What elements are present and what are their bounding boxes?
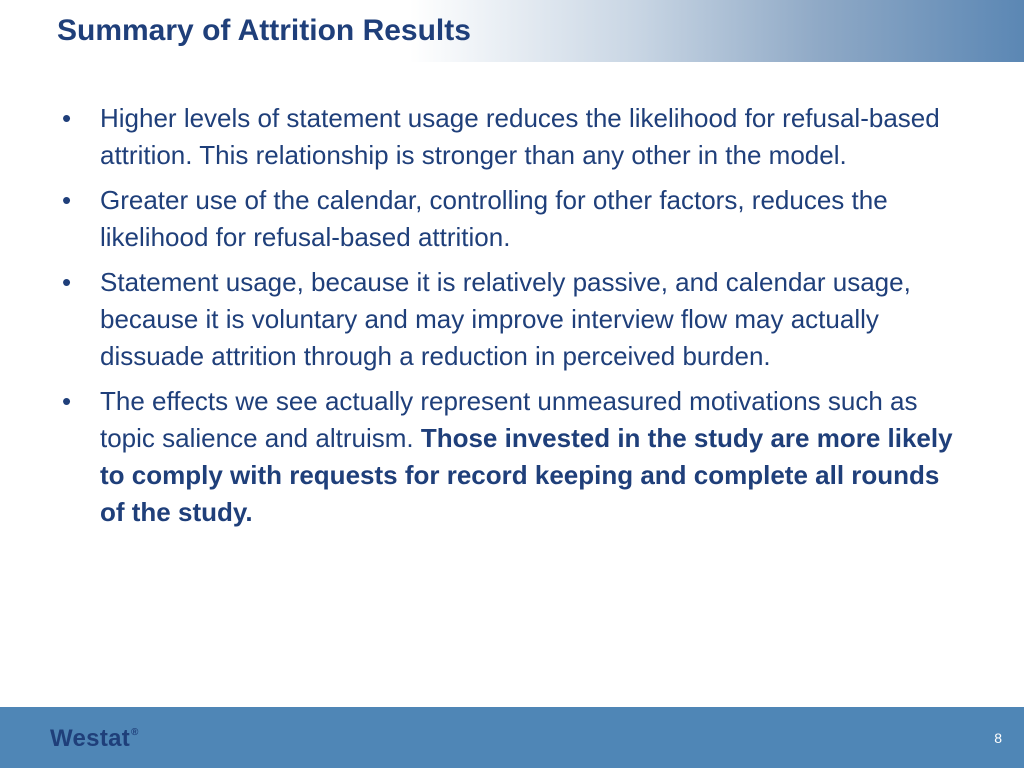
logo-text: Westat [50,725,131,752]
bullet-bold-text: Those invested in the study are more likely to comply with requests for record keeping and complete all rounds of the study. [100,423,953,527]
bullet-item [58,100,958,174]
bullet-item [58,264,958,375]
registered-mark: ® [131,727,139,738]
westat-logo [50,725,139,753]
bullet-icon: • [62,267,72,297]
bullet-icon: • [62,386,72,416]
bullet-icon: • [62,185,72,215]
bullet-text: Higher levels of statement usage reduces the likelihood for refusal-based attrition. This relationship is stronger than any other in the model. [100,103,940,170]
page-number: 8 [994,730,1002,746]
bullet-text: Statement usage, because it is relatively passive, and calendar usage, because it is voluntary and may improve interview flow may actually dissuade attrition through a reduction in perceived burden. [100,267,911,371]
slide-title: Summary of Attrition Results [57,14,471,47]
bullet-item [58,182,958,256]
bullet-text: The effects we see actually represent unmeasured motivations such as topic salience and altruism. [100,386,918,453]
bullet-icon: • [62,103,72,133]
bullet-list [58,100,958,539]
title-bar [0,0,1024,62]
bullet-item [58,383,958,531]
footer-bar [0,707,1024,768]
bullet-text: Greater use of the calendar, controlling for other factors, reduces the likelihood for refusal-based attrition. [100,185,888,252]
